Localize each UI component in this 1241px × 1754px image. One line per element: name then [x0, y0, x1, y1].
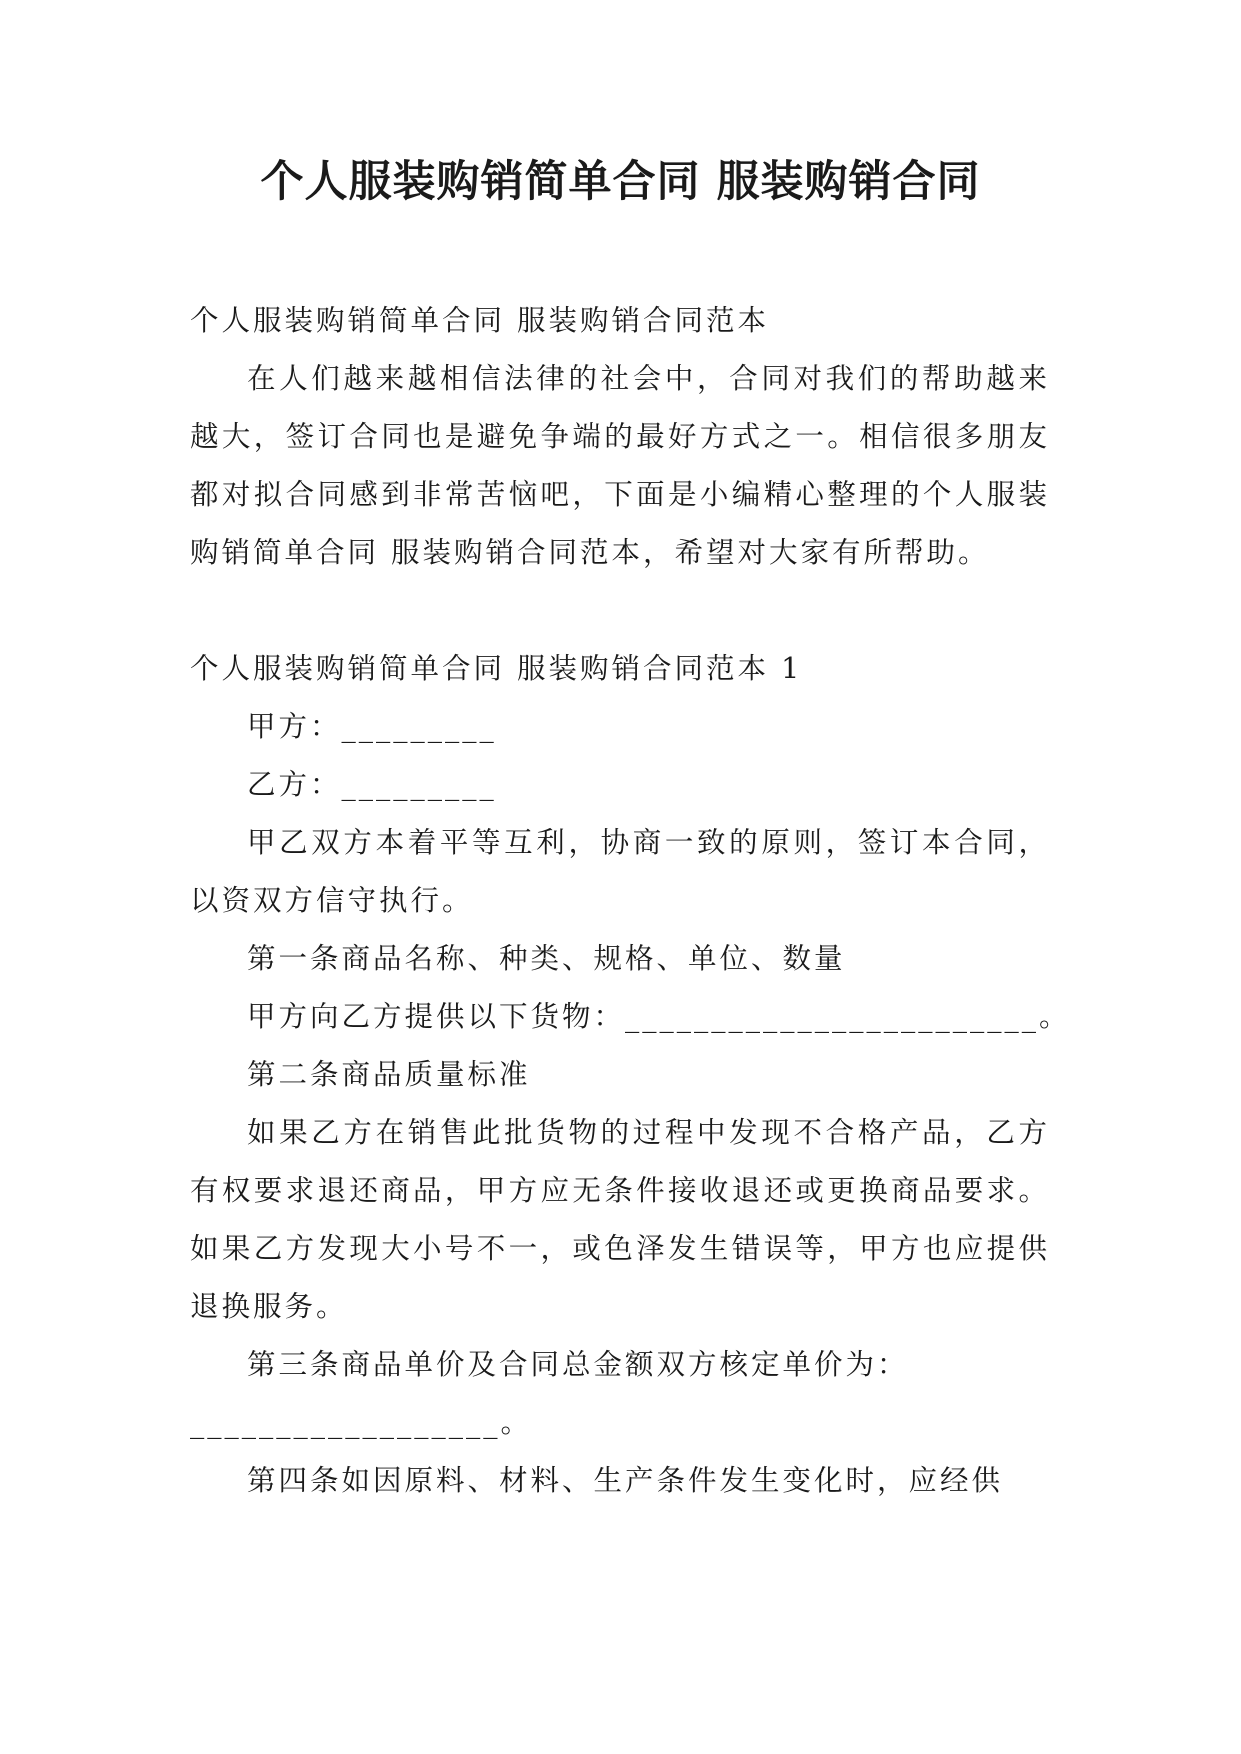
section-heading: 个人服装购销简单合同 服装购销合同范本 1 [190, 652, 803, 685]
article2-body: 如果乙方在销售此批货物的过程中发现不合格产品，乙方有权要求退还商品，甲方应无条件接收退还或更换商品要求。如果乙方发现大小号不一，或色泽发生错误等，甲方也应提供退换服务。 [190, 1116, 1050, 1323]
article3-line2: __________________。 [190, 1406, 533, 1439]
article4-start: 第四条如因原料、材料、生产条件发生变化时，应经供 [247, 1464, 1004, 1497]
article2-heading: 第二条商品质量标准 [247, 1058, 531, 1091]
paragraph-spacer [190, 582, 1050, 640]
party-b-line: 乙方：_________ [247, 768, 497, 801]
intro-paragraph: 在人们越来越相信法律的社会中，合同对我们的帮助越来越大，签订合同也是避免争端的最好方式之一。相信很多朋友都对拟合同感到非常苦恼吧，下面是小编精心整理的个人服装购销简单合同 服装购销合同范本，希望对大家有所帮助。 [190, 362, 1050, 569]
article3-line1: 第三条商品单价及合同总金额双方核定单价为： [247, 1348, 909, 1381]
document-title: 个人服装购销简单合同 服装购销合同 [260, 157, 981, 207]
party-a-line: 甲方：_________ [247, 710, 497, 743]
document-subtitle: 个人服装购销简单合同 服装购销合同范本 [190, 304, 770, 337]
article1-body: 甲方向乙方提供以下货物：________________________。 [247, 1000, 1071, 1033]
preamble-paragraph: 甲乙双方本着平等互利，协商一致的原则，签订本合同，以资双方信守执行。 [190, 826, 1050, 917]
article1-heading: 第一条商品名称、种类、规格、单位、数量 [247, 942, 846, 975]
document-body [190, 292, 1071, 1510]
